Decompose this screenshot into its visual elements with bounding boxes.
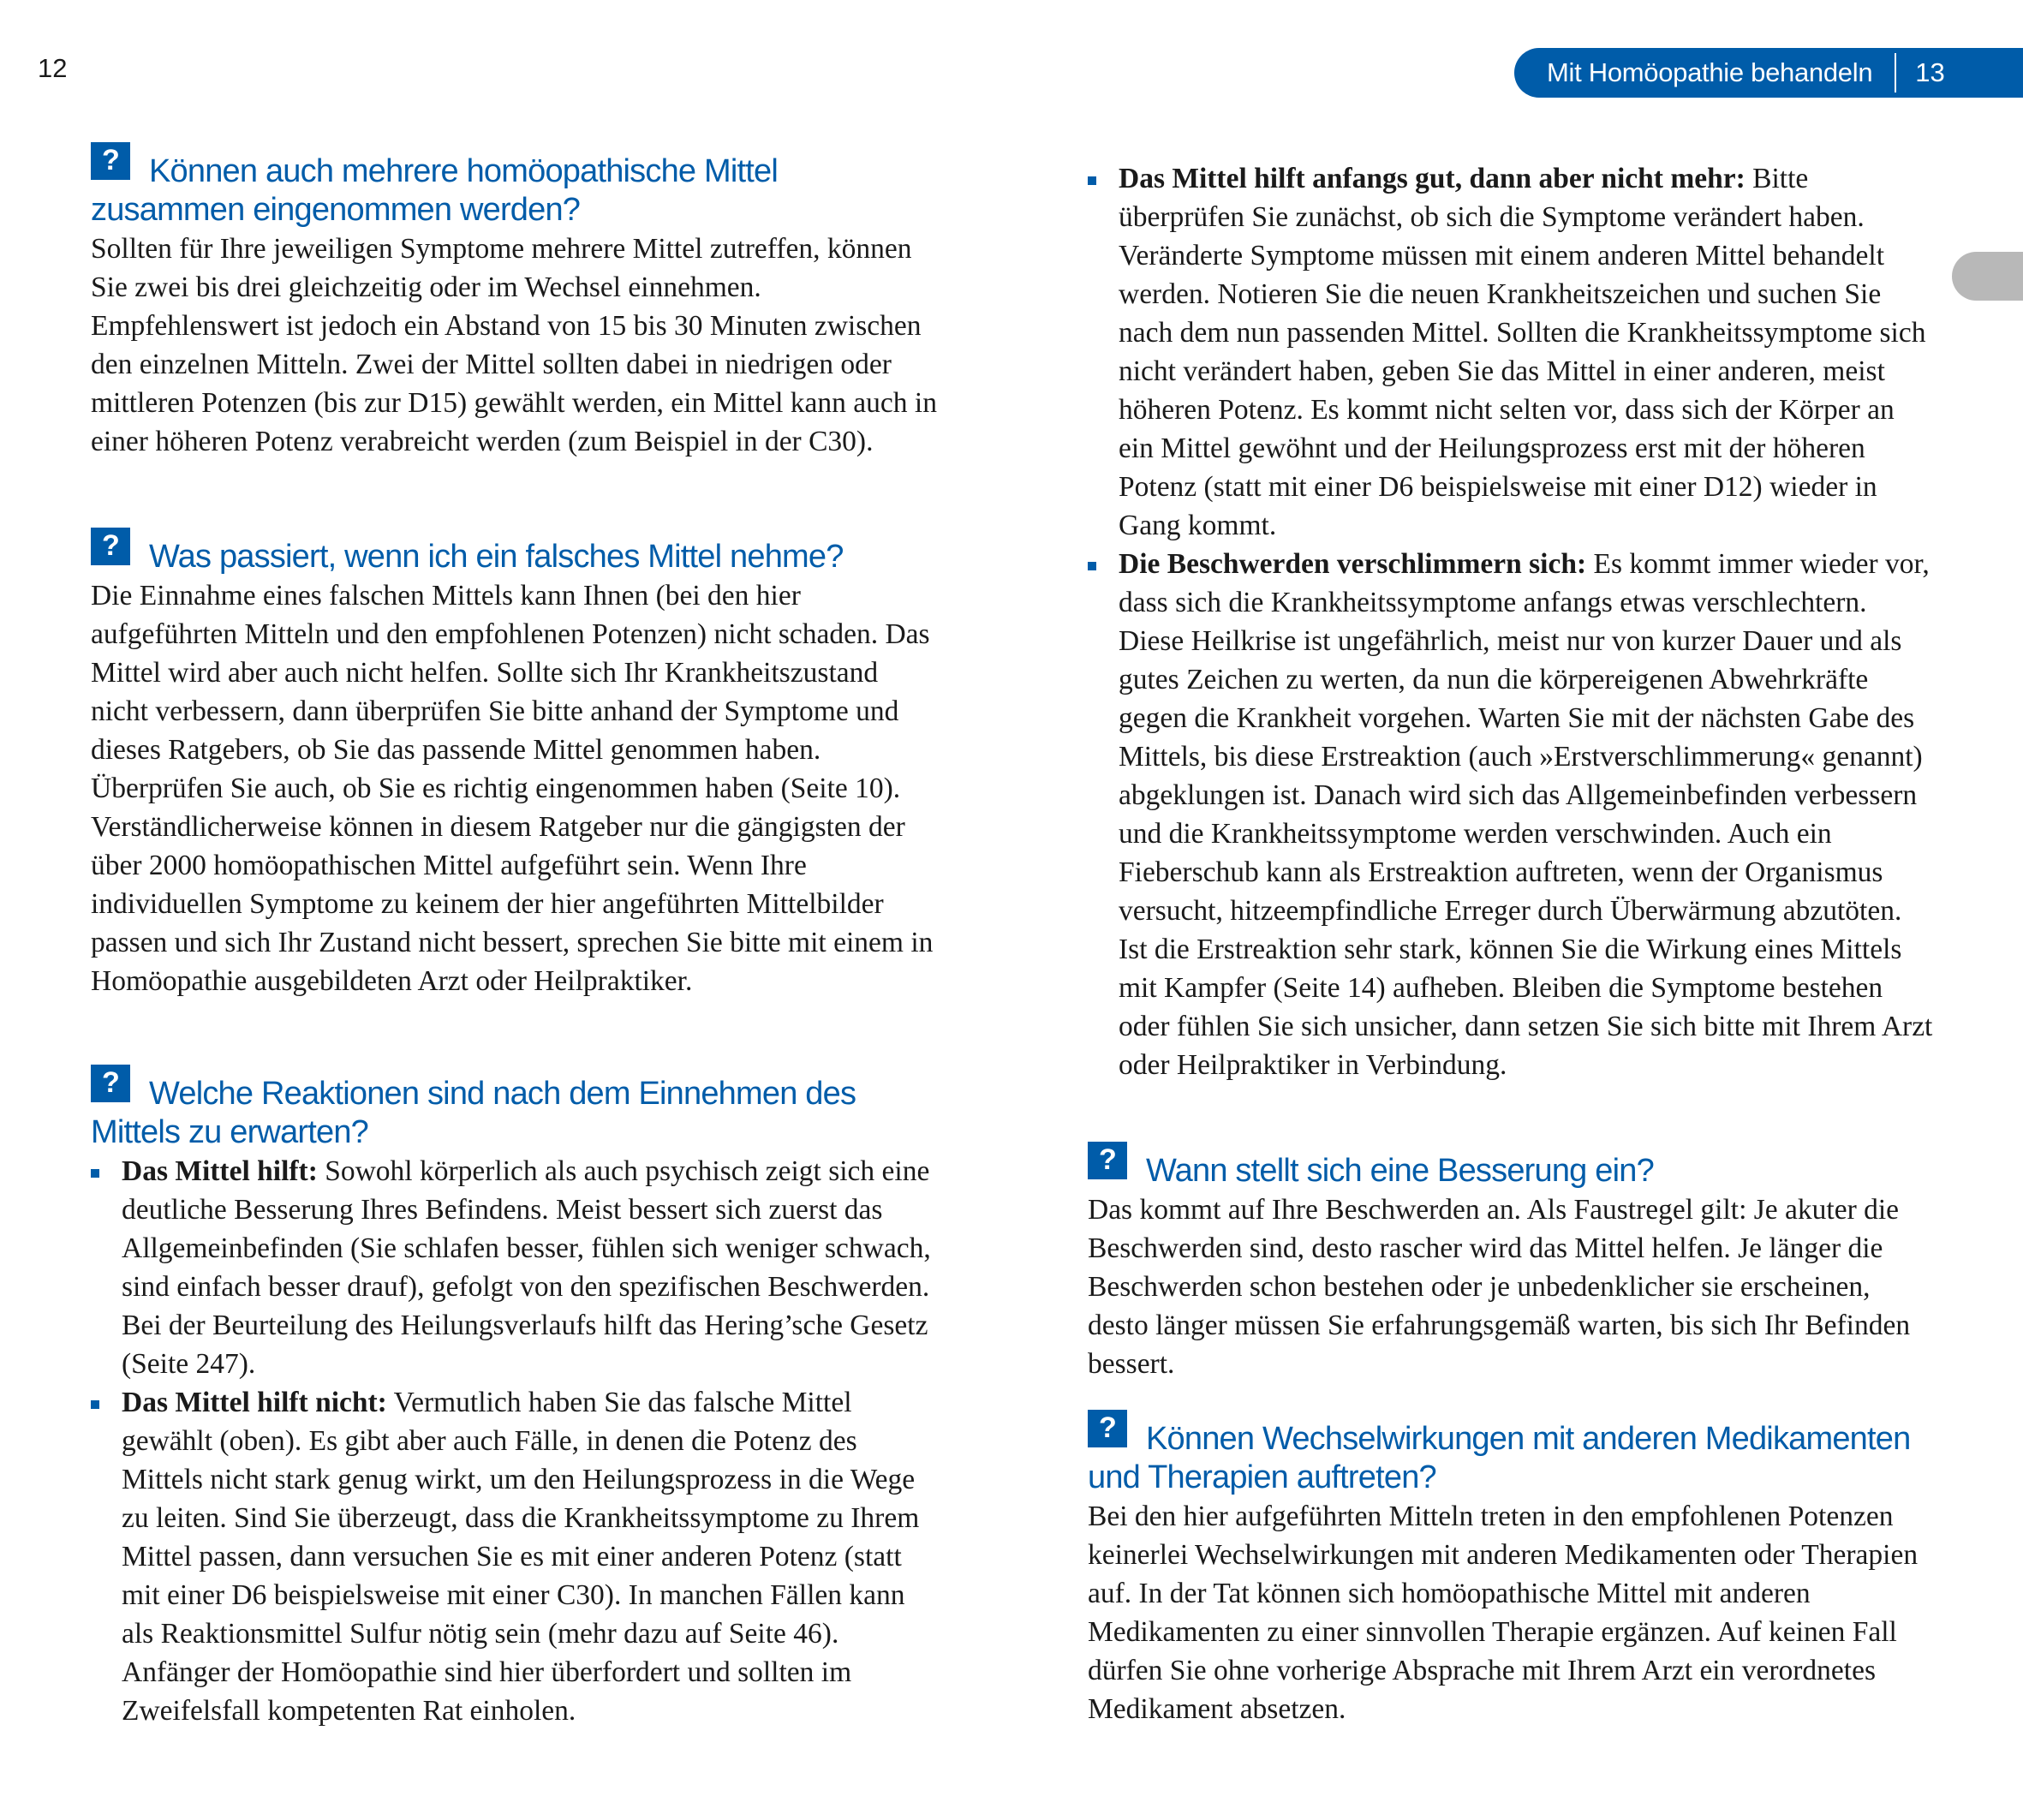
list-item [1088, 545, 1936, 1084]
item-text: Bitte überprüfen Sie zunächst, ob sich die Symptome verändert haben. Veränderte Symptome müssen mit einem anderen Mittel behandelt werden. Notieren Sie die neuen Krankheitszeichen und suchen Sie nach dem nun passenden Mittel. Sollten die Krankheitssymptome sich nicht verändert haben, geben Sie das Mittel in einer anderen, meist höheren Potenz. Es kommt nicht selten vor, dass sich der Körper an ein Mittel gewöhnt und der Heilungsprozess erst mit der höheren Potenz (statt mit einer D6 beispielsweise mit einer D12) wieder in Gang kommt. [1119, 163, 1926, 541]
chapter-thumb-tab [1952, 252, 2023, 301]
heading-text: Wann stellt sich eine Besserung ein? [1146, 1153, 1654, 1189]
section-body: Bei den hier aufgeführten Mitteln treten in den empfohlenen Potenzen keinerlei Wechselwirkungen mit anderen Medikamenten oder Therapien auf. In der Tat können sich homöopathische Mittel mit anderen Medikamenten zu einer sinnvollen Therapie ergänzen. Auf keinen Fall dürfen Sie ohne vorherige Absprache mit Ihrem Arzt ein verordnetes Medikament absetzen. [1088, 1501, 1919, 1725]
faq-section [91, 1066, 939, 1730]
reaction-list [91, 1152, 939, 1730]
item-text: Vermutlich haben Sie das falsche Mittel gewählt (oben). Es gibt aber auch Fälle, in denen die Potenz des Mittels nicht stark genug wirkt, um den Heilungsprozess in die Wege zu leiten. Sind Sie überzeugt, dass die Krankheitssymptome zu Ihrem Mittel passen, dann versuchen Sie es mit einer anderen Potenz (statt mit einer D6 beispielsweise mit einer C30). In manchen Fällen kann als Reaktionsmittel Sulfur nötig sein (mehr dazu auf Seite 46). Anfänger der Homöopathie sind hier überfordert und sollten im Zweifelsfall kompetenten Rat einholen. [122, 1387, 920, 1727]
item-text: Es kommt immer wieder vor, dass sich die Krankheitssymptome anfangs etwas verschlechtern. Diese Heilkrise ist ungefährlich, meist nur von kurzer Dauer und als gutes Zeichen zu werten, da nun die körpereigenen Abwehrkräfte gegen die Krankheit vorgehen. Warten Sie mit der nächsten Gabe des Mittels, bis diese Erstreaktion (auch »Erstverschlimmerung« genannt) abgeklungen ist. Danach wird sich das Allgemeinbefinden verbessern und die Krankheitssymptome werden verschwinden. Auch ein Fieberschub kann als Erstreaktion auftreten, wenn der Organismus versucht, hitzeempfindliche Erreger durch Überwärmung abzutöten. Ist die Erstreaktion sehr stark, können Sie die Wirkung eines Mittels mit Kampfer (Seite 14) aufheben. Bleiben die Symptome bestehen oder fühlen Sie sich unsicher, dann setzen Sie sich bitte mit Ihrem Arzt oder Heilpraktiker in Verbindung. [1119, 548, 1933, 1081]
faq-section [91, 529, 939, 1000]
faq-section [1088, 1143, 1936, 1383]
question-icon: ? [91, 528, 130, 565]
question-icon: ? [1088, 1410, 1127, 1447]
bullet-icon [1088, 176, 1096, 185]
bullet-icon [91, 1169, 99, 1178]
heading-text: Können Wechselwirkungen mit anderen Medikamenten und Therapien auftreten? [1088, 1421, 1911, 1495]
question-icon: ? [91, 142, 130, 180]
chapter-title: Mit Homöopathie behandeln [1547, 57, 1873, 87]
item-lead: Das Mittel hilft anfangs gut, dann aber nicht mehr: [1119, 163, 1746, 194]
section-heading [91, 529, 939, 576]
item-lead: Das Mittel hilft: [122, 1155, 318, 1187]
faq-section-continued [1088, 159, 1936, 1084]
item-lead: Die Beschwerden verschlimmern sich: [1119, 548, 1587, 580]
faq-section [91, 144, 939, 461]
header-divider [1895, 53, 1896, 92]
section-heading [91, 1066, 939, 1152]
heading-text: Können auch mehrere homöopathische Mittel zusammen eingenommen werden? [91, 153, 778, 228]
section-heading [1088, 1411, 1936, 1497]
faq-section [1088, 1411, 1936, 1728]
section-body: Die Einnahme eines falschen Mittels kann Ihnen (bei den hier aufgeführten Mitteln und den empfohlenen Potenzen) nicht schaden. Das Mittel wird aber auch nicht helfen. Sollte sich Ihr Krankheitszustand nicht verbessern, dann überprüfen Sie bitte anhand der Symptome und dieses Ratgebers, ob Sie das passende Mittel genommen haben. Überprüfen Sie auch, ob Sie es richtig eingenommen haben (Seite 10). Verständlicherweise können in diesem Ratgeber nur die gängigsten der über 2000 homöopathischen Mittel aufgeführt sein. Wenn Ihre individuellen Symptome zu keinem der hier angeführten Mittelbilder passen und sich Ihr Zustand nicht bessert, sprechen Sie bitte mit einem in Homöopathie ausgebildeten Arzt oder Heilpraktiker. [91, 580, 934, 997]
item-text: Sowohl körperlich als auch psychisch zeigt sich eine deutliche Besserung Ihres Befindens. Meist bessert sich zuerst das Allgemeinbefinden (Sie schlafen besser, fühlen sich weniger schwach, sind einfach besser drauf), gefolgt von den spezifischen Beschwerden. Bei der Beurteilung des Heilungsverlaufs hilft das Hering’sche Gesetz (Seite 247). [122, 1155, 931, 1380]
item-lead: Das Mittel hilft nicht: [122, 1387, 387, 1418]
reaction-list-continued [1088, 159, 1936, 1084]
bullet-icon [91, 1400, 99, 1409]
section-heading [91, 144, 939, 230]
section-body: Sollten für Ihre jeweiligen Symptome mehrere Mittel zutreffen, können Sie zwei bis drei gleichzeitig oder im Wechsel einnehmen. Empfehlenswert ist jedoch ein Abstand von 15 bis 30 Minuten zwischen den einzelnen Mitteln. Zwei der Mittel sollten dabei in niedrigen oder mittleren Potenzen (bis zur D15) gewählt werden, ein Mittel kann auch in einer höheren Potenz verabreicht werden (zum Beispiel in der C30). [91, 233, 937, 457]
section-body: Das kommt auf Ihre Beschwerden an. Als Faustregel gilt: Je akuter die Beschwerden sind, desto rascher wird das Mittel helfen. Je länger die Beschwerden schon bestehen oder je unbedenklicher sie erscheinen, desto länger müssen Sie erfahrungsgemäß warten, bis sich Ihr Befinden bessert. [1088, 1194, 1911, 1380]
list-item [91, 1383, 939, 1730]
heading-text: Welche Reaktionen sind nach dem Einnehmen des Mittels zu erwarten? [91, 1076, 856, 1150]
page-number-left: 12 [38, 53, 68, 83]
list-item [91, 1152, 939, 1383]
page-number-right: 13 [1915, 57, 1945, 87]
question-icon: ? [1088, 1142, 1127, 1179]
bullet-icon [1088, 562, 1096, 570]
list-item [1088, 159, 1936, 545]
running-header [1514, 48, 2023, 98]
heading-text: Was passiert, wenn ich ein falsches Mittel nehme? [149, 539, 844, 575]
section-heading [1088, 1143, 1936, 1190]
question-icon: ? [91, 1065, 130, 1102]
